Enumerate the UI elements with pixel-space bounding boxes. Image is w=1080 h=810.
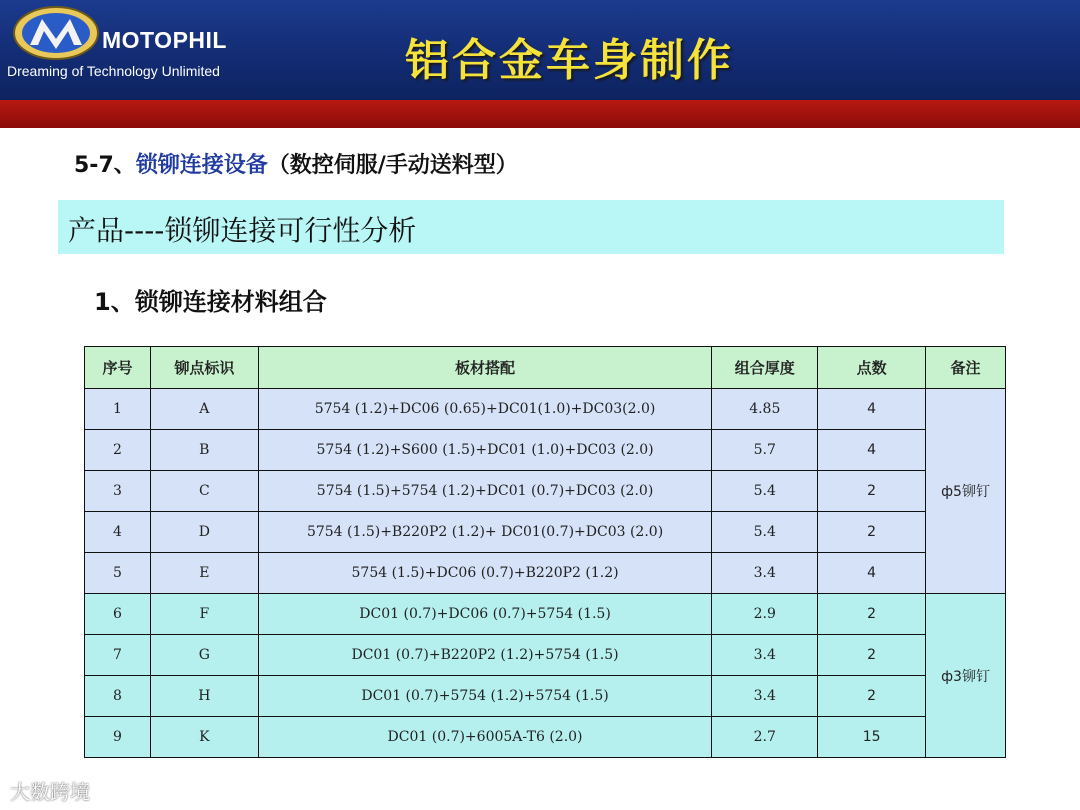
- section-suffix: （数控伺服/手动送料型）: [267, 153, 518, 178]
- cell-thickness: 5.4: [712, 512, 818, 553]
- section-heading: [74, 148, 518, 179]
- cell-rivet-id: A: [150, 389, 258, 430]
- cell-points: 4: [818, 389, 926, 430]
- cell-points: 2: [818, 512, 926, 553]
- cell-thickness: 2.7: [712, 717, 818, 758]
- slide-title: 铝合金车身制作: [405, 35, 734, 86]
- cell-thickness: 4.85: [712, 389, 818, 430]
- cell-rivet-id: K: [150, 717, 258, 758]
- cell-combination: DC01 (0.7)+DC06 (0.7)+5754 (1.5): [258, 594, 712, 635]
- table-row: [85, 512, 1006, 553]
- watermark: 大数跨境: [10, 780, 90, 804]
- cell-thickness: 5.4: [712, 471, 818, 512]
- cell-no: 5: [85, 553, 151, 594]
- cell-thickness: 5.7: [712, 430, 818, 471]
- cell-no: 3: [85, 471, 151, 512]
- slide-header: [0, 0, 1080, 100]
- cell-combination: DC01 (0.7)+5754 (1.2)+5754 (1.5): [258, 676, 712, 717]
- cell-thickness: 3.4: [712, 635, 818, 676]
- rivet-combination-table: [84, 346, 1006, 758]
- cell-thickness: 3.4: [712, 676, 818, 717]
- cell-remark-group-2: ф3铆钉: [926, 594, 1006, 758]
- header-red-band: [0, 100, 1080, 128]
- analysis-banner: [58, 200, 1004, 254]
- header-cell-combination: 板材搭配: [258, 347, 712, 389]
- cell-combination: 5754 (1.2)+DC06 (0.65)+DC01(1.0)+DC03(2.0): [258, 389, 712, 430]
- cell-rivet-id: D: [150, 512, 258, 553]
- brand-name: MOTOPHIL: [102, 27, 227, 53]
- table-header-row: [85, 347, 1006, 389]
- header-cell-remark: 备注: [926, 347, 1006, 389]
- table-row: [85, 594, 1006, 635]
- cell-thickness: 2.9: [712, 594, 818, 635]
- table-row: [85, 389, 1006, 430]
- cell-rivet-id: B: [150, 430, 258, 471]
- table-row: [85, 717, 1006, 758]
- cell-rivet-id: H: [150, 676, 258, 717]
- cell-combination: DC01 (0.7)+6005A-T6 (2.0): [258, 717, 712, 758]
- header-cell-no: 序号: [85, 347, 151, 389]
- table-row: [85, 430, 1006, 471]
- cell-rivet-id: F: [150, 594, 258, 635]
- motophil-logo-icon: [12, 5, 100, 61]
- section-highlight: 锁铆连接设备: [135, 153, 268, 178]
- cell-no: 1: [85, 389, 151, 430]
- header-cell-points: 点数: [818, 347, 926, 389]
- table-row: [85, 635, 1006, 676]
- cell-rivet-id: C: [150, 471, 258, 512]
- cell-combination: 5754 (1.5)+5754 (1.2)+DC01 (0.7)+DC03 (2.0): [258, 471, 712, 512]
- cell-points: 15: [818, 717, 926, 758]
- cell-combination: 5754 (1.5)+B220P2 (1.2)+ DC01(0.7)+DC03 (2.0): [258, 512, 712, 553]
- cell-points: 2: [818, 471, 926, 512]
- banner-text: 产品----锁铆连接可行性分析: [68, 214, 417, 247]
- table-row: [85, 553, 1006, 594]
- section-number: 5-7、: [74, 153, 136, 178]
- table-row: [85, 471, 1006, 512]
- cell-points: 2: [818, 594, 926, 635]
- cell-combination: 5754 (1.2)+S600 (1.5)+DC01 (1.0)+DC03 (2.0): [258, 430, 712, 471]
- header-cell-rivet-id: 铆点标识: [150, 347, 258, 389]
- cell-combination: 5754 (1.5)+DC06 (0.7)+B220P2 (1.2): [258, 553, 712, 594]
- cell-combination: DC01 (0.7)+B220P2 (1.2)+5754 (1.5): [258, 635, 712, 676]
- cell-no: 4: [85, 512, 151, 553]
- cell-rivet-id: E: [150, 553, 258, 594]
- cell-points: 2: [818, 676, 926, 717]
- cell-points: 2: [818, 635, 926, 676]
- header-cell-thickness: 组合厚度: [712, 347, 818, 389]
- brand-tagline: Dreaming of Technology Unlimited: [7, 63, 220, 79]
- cell-no: 7: [85, 635, 151, 676]
- cell-points: 4: [818, 430, 926, 471]
- cell-no: 6: [85, 594, 151, 635]
- cell-no: 9: [85, 717, 151, 758]
- table-row: [85, 676, 1006, 717]
- cell-no: 8: [85, 676, 151, 717]
- cell-thickness: 3.4: [712, 553, 818, 594]
- cell-remark-group-1: ф5铆钉: [926, 389, 1006, 594]
- cell-no: 2: [85, 430, 151, 471]
- cell-rivet-id: G: [150, 635, 258, 676]
- subsection-heading: 1、锁铆连接材料组合: [94, 288, 327, 316]
- cell-points: 4: [818, 553, 926, 594]
